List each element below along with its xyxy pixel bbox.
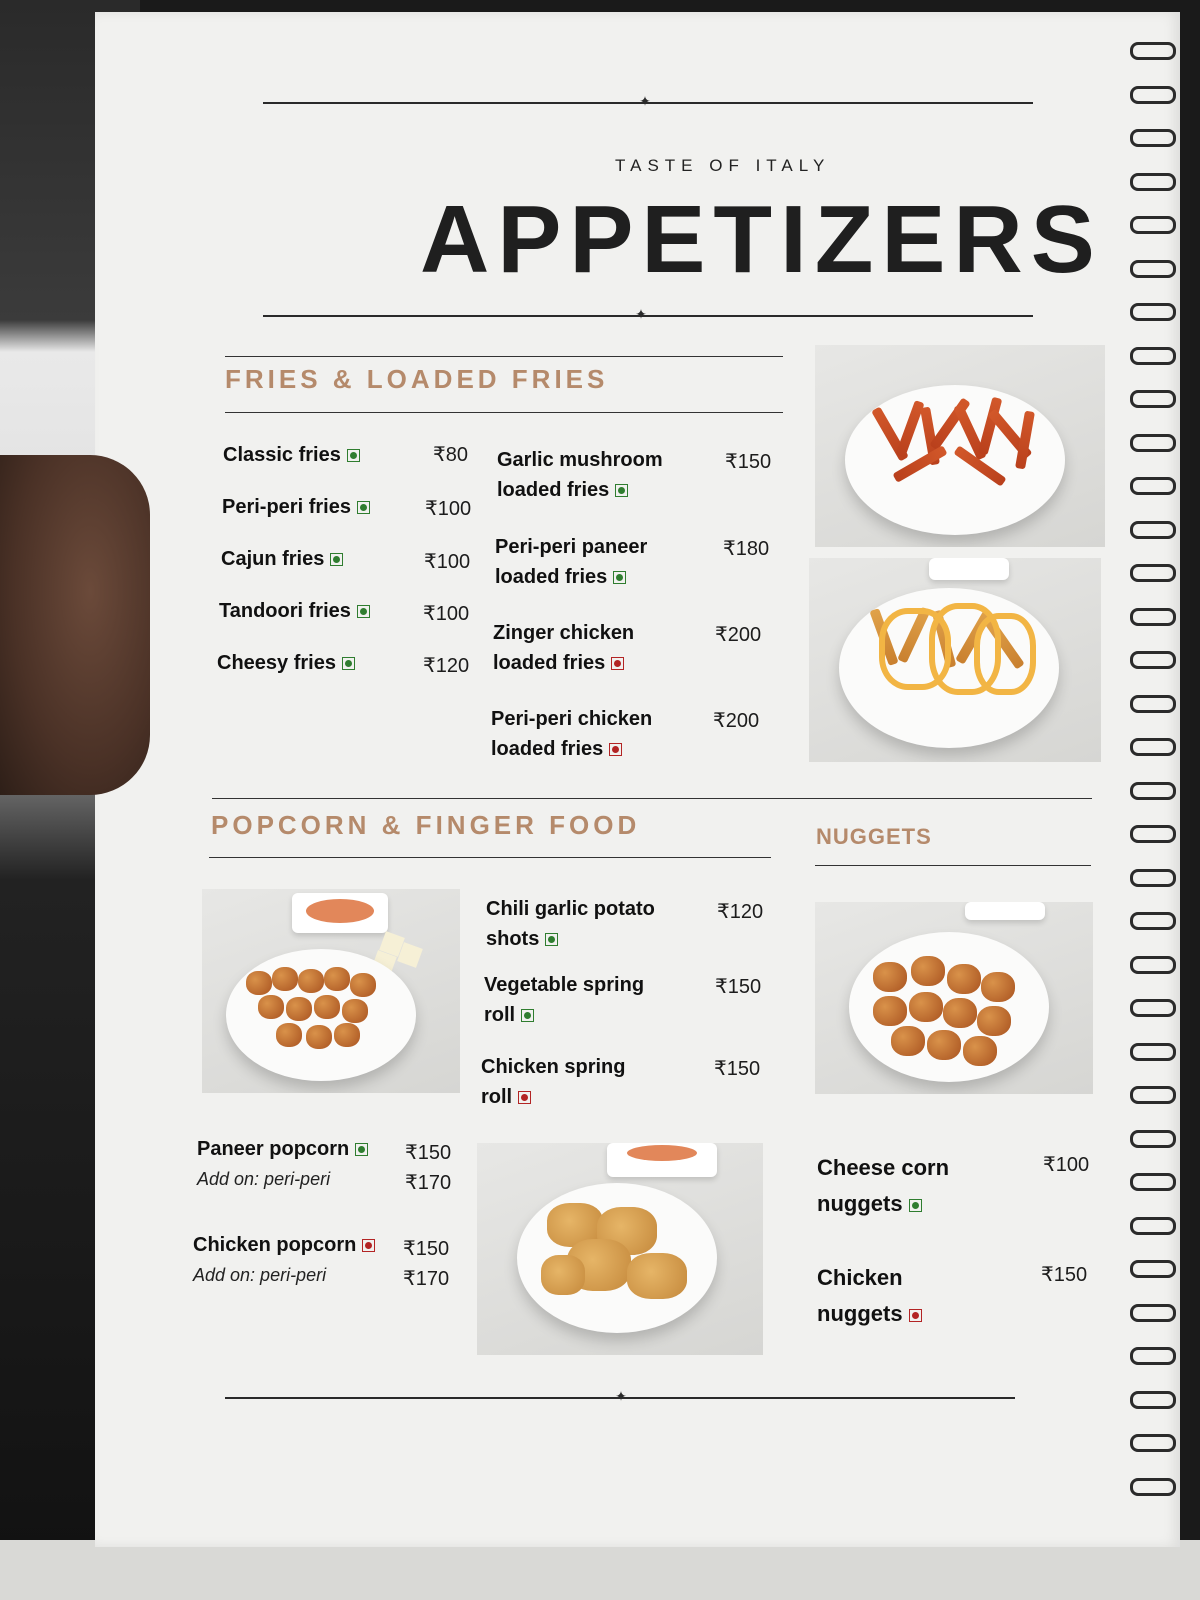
spiral-coil: [1130, 390, 1176, 408]
spiral-coil: [1130, 999, 1176, 1017]
veg-icon: [909, 1199, 922, 1212]
spiral-coil: [1130, 782, 1176, 800]
menu-item-zinger-chicken-loaded-fries: Zinger chicken loaded fries: [493, 622, 635, 674]
menu-item-peri-peri-paneer-loaded-fries: Peri-peri paneer loaded fries: [495, 536, 648, 588]
spiral-coil: [1130, 1304, 1176, 1322]
veg-icon: [342, 657, 355, 670]
photo-cheesy-fries: [809, 558, 1101, 762]
veg-icon: [357, 501, 370, 514]
menu-item-peri-peri-fries: Peri-peri fries: [222, 492, 370, 522]
menu-item-classic-fries: Classic fries: [223, 440, 360, 470]
section-title-popcorn: POPCORN & FINGER FOOD: [211, 810, 641, 840]
price: ₹150: [725, 451, 772, 473]
title-rule: [263, 315, 1033, 317]
spiral-coil: [1130, 86, 1176, 104]
spiral-coil: [1130, 738, 1176, 756]
price: ₹150: [1041, 1264, 1088, 1286]
spiral-coil: [1130, 42, 1176, 60]
spiral-coil: [1130, 303, 1176, 321]
spiral-coil: [1130, 1347, 1176, 1365]
veg-icon: [545, 933, 558, 946]
price: ₹100: [424, 551, 471, 573]
spiral-coil: [1130, 477, 1176, 495]
fries-rule-top: [225, 356, 783, 357]
spiral-binding: [1132, 42, 1180, 1522]
menu-item-chicken-spring-roll: Chicken spring roll: [481, 1056, 626, 1108]
spiral-coil: [1130, 1478, 1176, 1496]
menu-item-paneer-popcorn: Paneer popcorn Add on: peri-peri: [197, 1134, 368, 1194]
menu-item-cheese-corn-nuggets: Cheese corn nuggets: [817, 1155, 950, 1216]
spiral-coil: [1130, 434, 1176, 452]
price: ₹150: [405, 1142, 452, 1164]
addon-price: ₹170: [403, 1268, 450, 1290]
spiral-coil: [1130, 1391, 1176, 1409]
section-title-nuggets: NUGGETS: [816, 824, 932, 849]
photo-popcorn: [477, 1143, 763, 1355]
spiral-coil: [1130, 216, 1176, 234]
nonveg-icon: [611, 657, 624, 670]
spiral-coil: [1130, 956, 1176, 974]
price: ₹120: [717, 901, 764, 923]
menu-item-tandoori-fries: Tandoori fries: [219, 596, 370, 626]
background-table: [0, 1540, 1200, 1600]
menu-item-vegetable-spring-roll: Vegetable spring roll: [484, 974, 645, 1026]
menu-item-chili-garlic-potato-shots: Chili garlic potato shots: [486, 898, 655, 950]
page-title: APPETIZERS: [420, 186, 1103, 293]
nonveg-icon: [362, 1239, 375, 1252]
price: ₹80: [433, 444, 468, 466]
spiral-coil: [1130, 1086, 1176, 1104]
veg-icon: [521, 1009, 534, 1022]
spiral-coil: [1130, 521, 1176, 539]
nuggets-rule: [815, 865, 1091, 866]
veg-icon: [357, 605, 370, 618]
spiral-coil: [1130, 129, 1176, 147]
spiral-coil: [1130, 260, 1176, 278]
menu-item-garlic-mushroom-loaded-fries: Garlic mushroom loaded fries: [497, 449, 663, 501]
price: ₹120: [423, 655, 470, 677]
spiral-coil: [1130, 608, 1176, 626]
photo-peri-peri-fries: [815, 345, 1105, 547]
price: ₹150: [715, 976, 762, 998]
price: ₹100: [1043, 1154, 1090, 1176]
rule-ornament-icon: ✦: [639, 94, 651, 110]
fries-rule-bottom: [225, 412, 783, 413]
price: ₹180: [723, 538, 770, 560]
price: ₹150: [714, 1058, 761, 1080]
veg-icon: [355, 1143, 368, 1156]
photo-potato-shots: [202, 889, 460, 1093]
veg-icon: [615, 484, 628, 497]
spiral-coil: [1130, 1434, 1176, 1452]
veg-icon: [613, 571, 626, 584]
spiral-coil: [1130, 1217, 1176, 1235]
rule-ornament-icon: ✦: [635, 307, 647, 323]
price: ₹200: [715, 624, 762, 646]
spiral-coil: [1130, 1130, 1176, 1148]
price: ₹150: [403, 1238, 450, 1260]
spiral-coil: [1130, 347, 1176, 365]
spiral-coil: [1130, 912, 1176, 930]
veg-icon: [330, 553, 343, 566]
spiral-coil: [1130, 695, 1176, 713]
menu-item-peri-peri-chicken-loaded-fries: Peri-peri chicken loaded fries: [491, 708, 653, 760]
spiral-coil: [1130, 651, 1176, 669]
nonveg-icon: [609, 743, 622, 756]
veg-icon: [347, 449, 360, 462]
nonveg-icon: [518, 1091, 531, 1104]
addon-price: ₹170: [405, 1172, 452, 1194]
price: ₹100: [423, 603, 470, 625]
section-title-fries: FRIES & LOADED FRIES: [225, 364, 609, 394]
nonveg-icon: [909, 1309, 922, 1322]
menu-page: [95, 12, 1180, 1547]
menu-item-cajun-fries: Cajun fries: [221, 544, 343, 574]
spiral-coil: [1130, 564, 1176, 582]
spiral-coil: [1130, 1043, 1176, 1061]
menu-item-chicken-popcorn: Chicken popcorn Add on: peri-peri: [193, 1230, 375, 1290]
spiral-coil: [1130, 869, 1176, 887]
menu-item-chicken-nuggets: Chicken nuggets: [817, 1260, 922, 1332]
photo-nuggets: [815, 902, 1093, 1094]
brand-subtitle: TASTE OF ITALY: [615, 156, 831, 175]
hand-thumb: [0, 455, 150, 795]
spiral-coil: [1130, 1173, 1176, 1191]
rule-ornament-icon: ✦: [615, 1389, 627, 1405]
price: ₹100: [425, 498, 472, 520]
spiral-coil: [1130, 173, 1176, 191]
popcorn-rule-bottom: [209, 857, 771, 858]
menu-item-cheesy-fries: Cheesy fries: [217, 648, 355, 678]
price: ₹200: [713, 710, 760, 732]
spiral-coil: [1130, 1260, 1176, 1278]
spiral-coil: [1130, 825, 1176, 843]
popcorn-rule-top: [212, 798, 1092, 799]
